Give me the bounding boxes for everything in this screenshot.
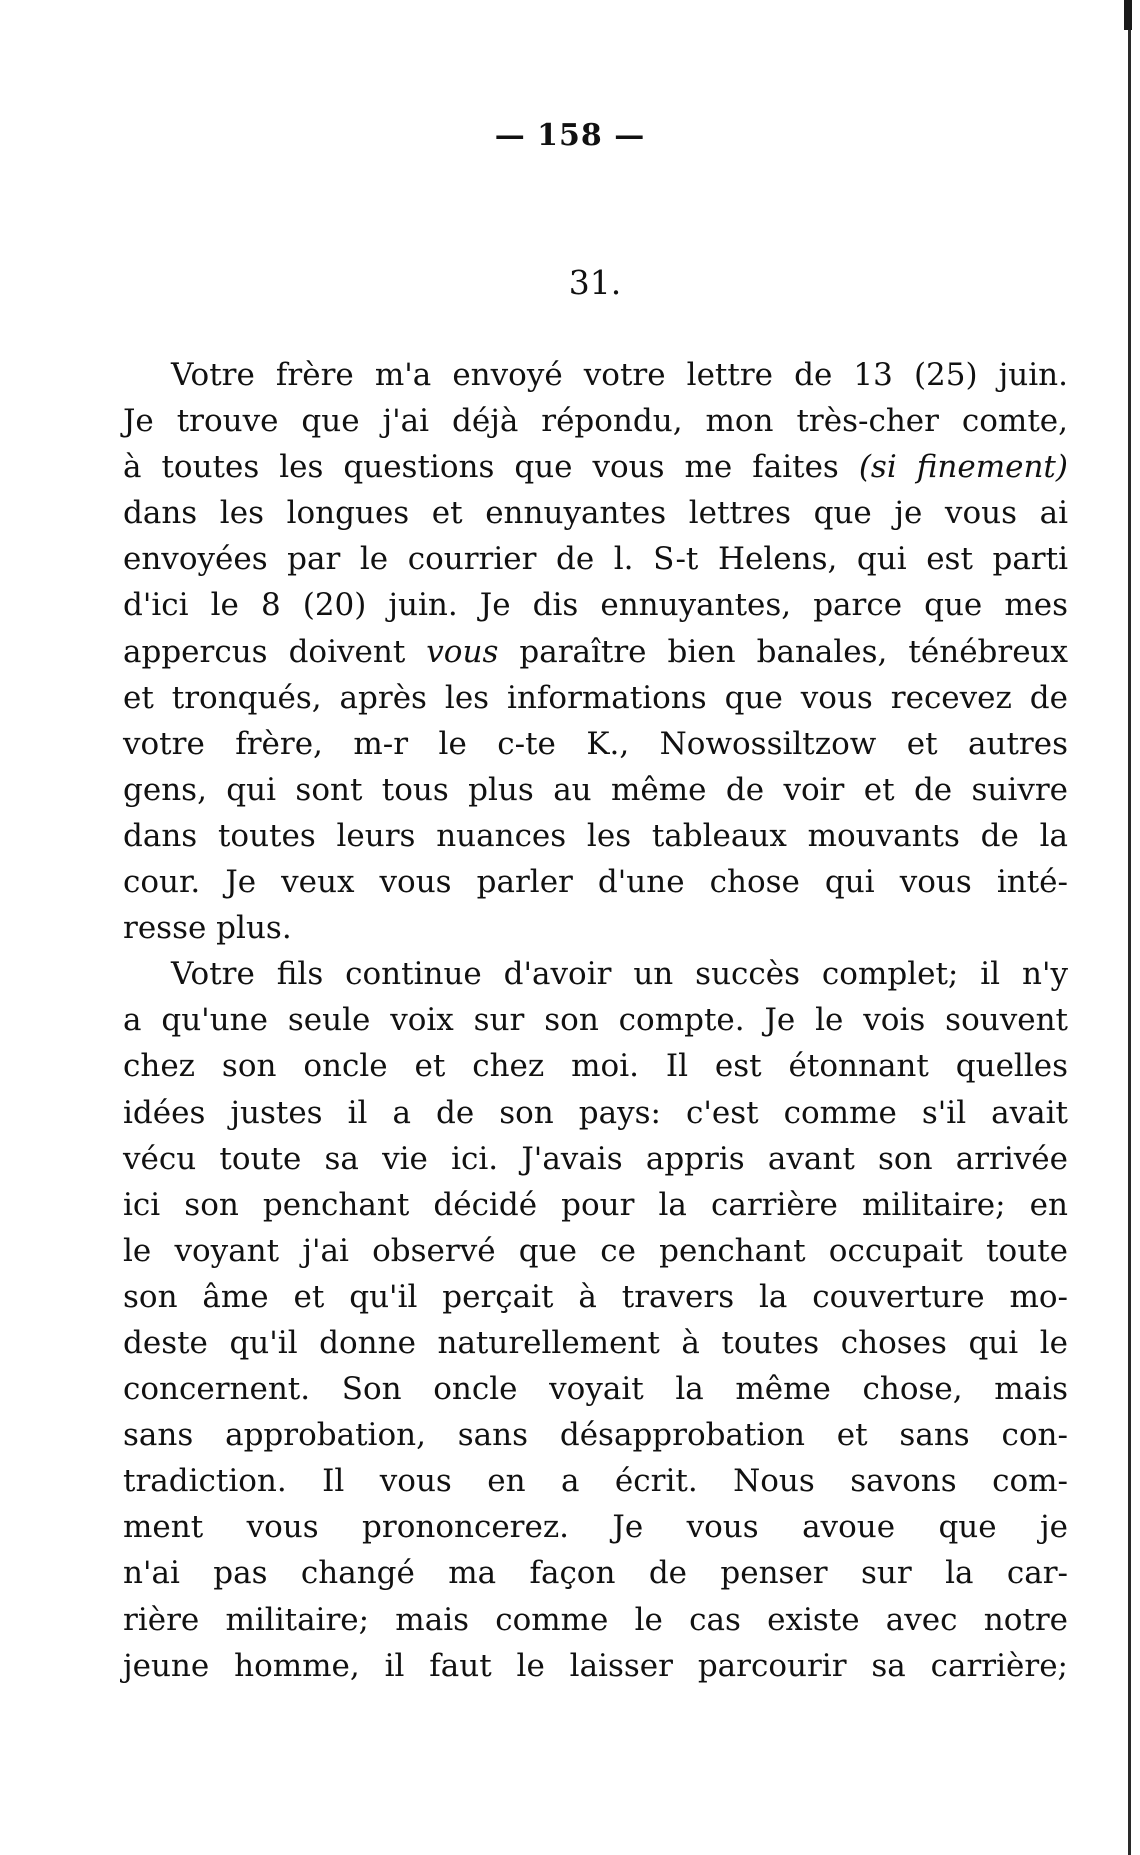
text-line: votre frère, m-r le c-te K., Nowossiltzow et autres — [123, 725, 1068, 762]
text-line: ici son penchant décidé pour la carrière militaire; en — [123, 1186, 1068, 1223]
text-line: vécu toute sa vie ici. J'avais appris avant son arrivée — [123, 1140, 1068, 1177]
text-line — [123, 444, 1068, 490]
text-line: envoyées par le courrier de l. S-t Helens, qui est parti — [123, 541, 1068, 578]
text-line: le voyant j'ai observé que ce penchant occupait toute — [123, 1232, 1068, 1269]
text-line: rière militaire; mais comme le cas existe avec notre — [123, 1601, 1068, 1638]
text-line: chez son oncle et chez moi. Il est étonnant quelles — [123, 1048, 1068, 1085]
text-line: jeune homme, il faut le laisser parcourir sa carrière; — [123, 1647, 1068, 1684]
text-line-segment: à toutes les questions que vous me faites — [123, 449, 859, 486]
text-line: Votre frère m'a envoyé votre lettre de 13 (25) juin. — [171, 357, 1068, 393]
page-number: — 158 — — [494, 118, 646, 153]
text-line: d'ici le 8 (20) juin. Je dis ennuyantes, parce que mes — [123, 587, 1068, 624]
text-line-segment: paraître bien banales, ténébreux — [498, 633, 1068, 670]
text-line: son âme et qu'il perçait à travers la couverture mo- — [123, 1278, 1068, 1315]
text-line: sans approbation, sans désapprobation et sans con- — [123, 1417, 1068, 1454]
text-line — [123, 629, 1068, 675]
text-line: dans les longues et ennuyantes lettres que je vous ai — [123, 495, 1068, 532]
italic-phrase: vous — [426, 633, 499, 670]
text-line: gens, qui sont tous plus au même de voir et de suivre — [123, 771, 1068, 808]
text-line: Votre fils continue d'avoir un succès complet; il n'y — [171, 956, 1068, 993]
text-line-segment: appercus doivent — [123, 633, 427, 670]
body-text — [123, 352, 1068, 1689]
text-line: cour. Je veux vous parler d'une chose qui vous inté- — [123, 864, 1068, 901]
italic-phrase: (si finement) — [858, 449, 1068, 486]
text-line: ment vous prononcerez. Je vous avoue que je — [123, 1509, 1068, 1546]
letter-number: 31. — [568, 263, 622, 302]
text-line: n'ai pas changé ma façon de penser sur la car- — [123, 1555, 1068, 1592]
text-line: resse plus. — [123, 910, 292, 947]
text-line: deste qu'il donne naturellement à toutes choses qui le — [123, 1324, 1068, 1361]
text-line: Je trouve que j'ai déjà répondu, mon très-cher comte, — [123, 403, 1068, 440]
text-line: dans toutes leurs nuances les tableaux mouvants de la — [123, 817, 1068, 854]
text-line: et tronqués, après les informations que vous recevez de — [123, 679, 1068, 716]
text-line: a qu'une seule voix sur son compte. Je le vois souvent — [123, 1002, 1068, 1039]
corner-mark — [1124, 0, 1132, 30]
text-line: idées justes il a de son pays: c'est comme s'il avait — [123, 1094, 1068, 1131]
text-line: tradiction. Il vous en a écrit. Nous savons com- — [123, 1463, 1068, 1500]
text-line: concernent. Son oncle voyait la même chose, mais — [123, 1371, 1068, 1408]
